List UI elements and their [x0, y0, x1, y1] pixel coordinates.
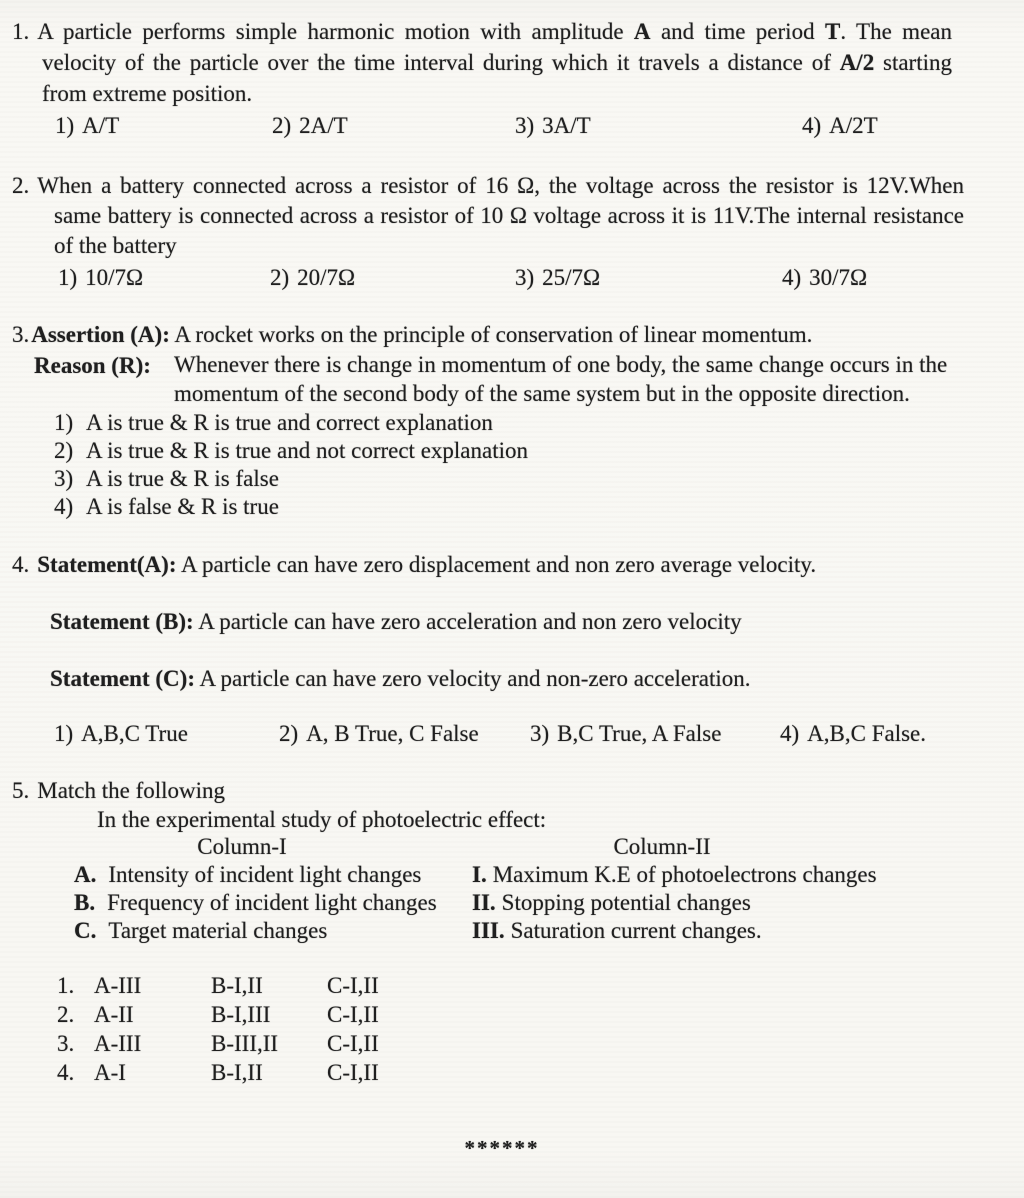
option-3	[515, 110, 802, 141]
question-1-options	[55, 110, 1024, 141]
option-text: A is true & R is true and correct explanation	[86, 410, 493, 435]
option-number: 1)	[55, 113, 75, 138]
answer-c: C-I,II	[327, 973, 379, 998]
option-1	[54, 718, 279, 749]
option-number: 2)	[279, 721, 299, 746]
option-text: A/2T	[829, 113, 878, 138]
answer-b: B-III,II	[211, 1031, 279, 1056]
statement-c-label: Statement (C):	[50, 666, 195, 691]
question-3-reason	[34, 350, 1024, 408]
question-3-assertion	[12, 319, 922, 350]
question-5-number: 5.	[12, 778, 30, 803]
option-text: A is false & R is true	[86, 494, 279, 519]
option-number: 3)	[54, 466, 74, 491]
match-right-text: Maximum K.E of photoelectrons changes	[492, 862, 877, 887]
option-text: A is true & R is false	[86, 466, 279, 491]
match-right-label: III.	[472, 918, 505, 943]
question-1-number: 1.	[12, 19, 30, 44]
question-5-options	[57, 971, 1024, 1087]
question-5-title-text: Match the following	[37, 778, 226, 803]
option-1	[54, 409, 1024, 437]
option-text: 2A/T	[299, 113, 348, 138]
option-text: 3A/T	[542, 113, 591, 138]
option-number: 3)	[515, 113, 535, 138]
question-1-seg-bold: T	[824, 19, 841, 44]
statement-b-label: Statement (B):	[50, 609, 194, 634]
question-2-text	[12, 171, 964, 261]
option-3	[54, 465, 1024, 493]
match-left-label: B.	[74, 890, 96, 915]
option-4	[782, 262, 1024, 293]
option-3	[530, 718, 780, 749]
option-number: 4)	[54, 494, 74, 519]
answer-number: 4.	[57, 1060, 75, 1085]
answer-row-3	[57, 1029, 1024, 1058]
match-left-text: Frequency of incident light changes	[107, 890, 437, 915]
answer-a: A-I	[94, 1060, 126, 1085]
option-text: 20/7Ω	[297, 265, 356, 290]
assertion-text: A rocket works on the principle of conservation of linear momentum.	[169, 322, 813, 347]
answer-a: A-II	[94, 1002, 134, 1027]
option-text: B,C True, A False	[557, 721, 722, 746]
option-number: 4)	[780, 721, 800, 746]
match-column-headers	[12, 833, 1024, 861]
question-3-number: 3.	[12, 322, 30, 347]
assertion-label: Assertion (A):	[31, 322, 170, 347]
option-text: A, B True, C False	[306, 721, 479, 746]
option-number: 2)	[272, 113, 292, 138]
question-5-title	[12, 775, 922, 806]
question-4-statement-a	[12, 549, 922, 580]
answer-row-1	[57, 971, 1024, 1000]
option-2	[279, 718, 530, 749]
match-row-c	[12, 917, 1024, 945]
option-number: 1)	[54, 410, 74, 435]
question-1-seg-bold: A	[633, 19, 651, 44]
answer-c: C-I,II	[327, 1060, 379, 1085]
option-text: A,B,C False.	[807, 721, 927, 746]
statement-b-text: A particle can have zero acceleration and non zero velocity	[193, 609, 742, 634]
option-3	[515, 262, 782, 293]
option-number: 2)	[270, 265, 290, 290]
answer-number: 1.	[57, 973, 75, 998]
option-2	[272, 110, 515, 141]
option-2	[54, 437, 1024, 465]
option-2	[270, 262, 515, 293]
option-4	[54, 493, 1024, 521]
match-right-label: II.	[472, 890, 496, 915]
match-left-text: Target material changes	[108, 918, 328, 943]
question-5-subtitle: In the experimental study of photoelectric effect:	[97, 807, 547, 832]
question-1-seg: A particle performs simple harmonic motion with amplitude	[37, 19, 634, 44]
answer-b: B-I,II	[211, 973, 263, 998]
option-number: 1)	[58, 265, 78, 290]
question-5	[12, 775, 1024, 1087]
answer-a: A-III	[94, 1031, 142, 1056]
question-4-statement-c	[50, 663, 960, 694]
option-text: 25/7Ω	[542, 265, 601, 290]
question-4-number: 4.	[12, 552, 30, 577]
question-2-body: When a battery connected across a resistor of 16 Ω, the voltage across the resistor is 12V.When same battery is connected across a resistor of 10 Ω voltage across it is 11V.The internal resistance of the battery	[37, 173, 964, 258]
option-text: 30/7Ω	[809, 265, 868, 290]
answer-row-4	[57, 1058, 1024, 1087]
match-row-a	[12, 861, 1024, 889]
question-3	[12, 319, 1024, 521]
match-right-text: Saturation current changes.	[510, 918, 762, 943]
match-right-label: I.	[472, 862, 487, 887]
question-4-options	[54, 718, 1024, 749]
option-number: 4)	[802, 113, 822, 138]
statement-a-text: A particle can have zero displacement and non zero average velocity.	[176, 552, 817, 577]
column-1-header: Column-I	[197, 834, 287, 859]
option-text: 10/7Ω	[85, 265, 144, 290]
answer-b: B-I,II	[211, 1060, 263, 1085]
match-left-label: A.	[74, 862, 97, 887]
question-1	[12, 16, 1024, 141]
answer-a: A-III	[94, 973, 142, 998]
answer-c: C-I,II	[327, 1031, 379, 1056]
option-text: A/T	[82, 113, 120, 138]
question-2-options	[58, 262, 1024, 293]
option-number: 3)	[530, 721, 550, 746]
option-4	[802, 110, 1024, 141]
column-2-header: Column-II	[613, 834, 711, 859]
match-left-label: C.	[74, 918, 97, 943]
end-separator: ******	[464, 1136, 540, 1160]
match-right-text: Stopping potential changes	[501, 890, 751, 915]
option-text: A,B,C True	[81, 721, 188, 746]
question-1-seg: . The mean velocity of the particle over the time interval during which it travels a distance of	[42, 19, 952, 75]
option-number: 2)	[54, 438, 74, 463]
statement-c-text: A particle can have zero velocity and non-zero acceleration.	[194, 666, 751, 691]
question-4-statement-b	[50, 606, 960, 637]
question-2-number: 2.	[12, 173, 30, 198]
option-number: 4)	[782, 265, 802, 290]
answer-c: C-I,II	[327, 1002, 379, 1027]
option-1	[58, 262, 270, 293]
answer-row-2	[57, 1000, 1024, 1029]
question-2	[12, 171, 1024, 293]
option-number: 1)	[54, 721, 74, 746]
answer-number: 3.	[57, 1031, 75, 1056]
question-4	[12, 549, 1024, 749]
question-1-seg: starting from extreme position.	[42, 50, 952, 106]
question-1-seg: and time period	[650, 19, 825, 44]
option-4	[780, 718, 1024, 749]
option-number: 3)	[515, 265, 535, 290]
question-1-text	[12, 16, 952, 109]
statement-a-label: Statement(A):	[37, 552, 177, 577]
reason-label: Reason (R):	[34, 353, 151, 378]
answer-number: 2.	[57, 1002, 75, 1027]
reason-text: Whenever there is change in momentum of one body, the same change occurs in the momentum of the second body of the same system but in the opposite direction.	[174, 352, 948, 406]
option-1	[55, 110, 272, 141]
question-1-seg-bold: A/2	[839, 50, 875, 75]
match-left-text: Intensity of incident light changes	[108, 862, 422, 887]
match-row-b	[12, 889, 1024, 917]
option-text: A is true & R is true and not correct explanation	[86, 438, 528, 463]
question-3-options	[54, 409, 1024, 521]
answer-b: B-I,III	[211, 1002, 271, 1027]
